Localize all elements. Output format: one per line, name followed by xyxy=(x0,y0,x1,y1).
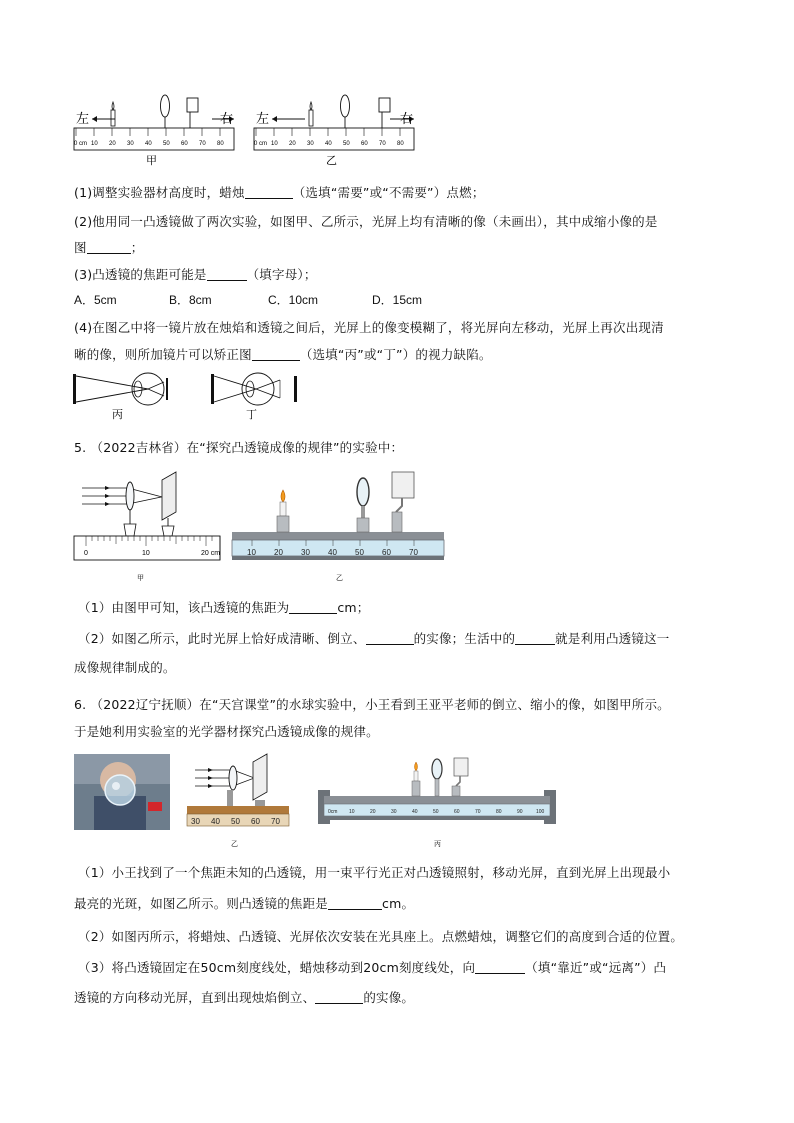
tick-label: 40 xyxy=(328,548,337,557)
right-label: 右 xyxy=(220,111,234,126)
left-label: 左 xyxy=(256,111,270,126)
tick-label: 0 cm xyxy=(254,141,268,147)
q6-title-cont: 于是她利用实验室的光学器材探究凸透镜成像的规律。 xyxy=(74,724,379,739)
tick-label: 70 xyxy=(409,548,418,557)
tick-label: 60 xyxy=(454,809,460,815)
left-label: 左 xyxy=(76,111,90,126)
q6-sub3-cont xyxy=(74,988,414,1006)
q4-p4-text-b: 晰的像，则所加镜片可以矫正图 xyxy=(74,347,252,362)
tick-label: 30 xyxy=(127,141,134,147)
q4-p1-text-b: （选填“需要”或“不需要”）点燃； xyxy=(292,185,485,200)
answer-blank[interactable] xyxy=(328,897,382,910)
q5-title: 5. （2022吉林省）在“探究凸透镜成像的规律”的实验中： xyxy=(74,440,404,455)
answer-blank[interactable] xyxy=(475,961,525,974)
answer-blank[interactable] xyxy=(315,991,363,1004)
q5-s2-text-c: 就是利用凸透镜这一 xyxy=(555,631,670,646)
tick-label: 50 xyxy=(433,809,439,815)
q5-sub2-cont: 成像规律制成的。 xyxy=(74,660,176,675)
tick-label: 20 cm xyxy=(201,550,221,557)
eye-diagram-ding xyxy=(211,373,297,405)
answer-blank[interactable] xyxy=(245,186,293,199)
caption-jia: 甲 xyxy=(146,155,157,167)
tick-label: 40 xyxy=(211,817,220,826)
q6-s1-text-b: 最亮的光斑，如图乙所示。则凸透镜的焦距是 xyxy=(74,896,329,911)
q4-p3-text: (3)凸透镜的焦距可能是 xyxy=(74,267,207,282)
q4-p4-text-c: （选填“丙”或“丁”）的视力缺陷。 xyxy=(299,347,492,362)
tick-label: 10 xyxy=(247,548,256,557)
tick-label: 0 cm xyxy=(74,141,88,147)
tick-label: 10 xyxy=(271,141,278,147)
q4-part4 xyxy=(74,318,664,336)
ruler-ticks-a xyxy=(76,128,220,136)
option-d[interactable]: D．15cm xyxy=(372,293,423,307)
tick-label: 60 xyxy=(251,817,260,826)
tick-label: 50 xyxy=(163,141,170,147)
q5-sub2 xyxy=(78,629,669,647)
tick-label: 10 xyxy=(349,809,355,815)
q6-sub3 xyxy=(78,958,666,976)
q4-p2-text-b: 图 xyxy=(74,240,87,255)
tick-label: 30 xyxy=(191,817,200,826)
tick-label: 70 xyxy=(475,809,481,815)
answer-blank[interactable] xyxy=(207,268,247,281)
caption-yi: 乙 xyxy=(231,841,238,848)
tick-label: 80 xyxy=(397,141,404,147)
bench-figure-a xyxy=(74,95,234,167)
q6-s3-text-d: 的实像。 xyxy=(363,990,415,1005)
tick-label: 10 xyxy=(91,141,98,147)
tick-label: 50 xyxy=(355,548,364,557)
tick-label: 60 xyxy=(181,141,188,147)
q6-sub1: （1）小王找到了一个焦距未知的凸透镜，用一束平行光正对凸透镜照射，移动光屏，直到光屏上出现最小 xyxy=(78,865,671,880)
caption-yi: 乙 xyxy=(336,575,343,582)
q6-s1-unit: cm。 xyxy=(382,896,415,911)
q4-part3 xyxy=(74,265,317,283)
q6-photo-jia xyxy=(74,754,170,830)
option-b[interactable]: B．8cm xyxy=(169,293,212,307)
tick-label: 20 xyxy=(274,548,283,557)
q5-figure-b xyxy=(232,472,444,582)
tick-label: 50 xyxy=(231,817,240,826)
tick-label: 60 xyxy=(361,141,368,147)
tick-label: 30 xyxy=(307,141,314,147)
tick-label: 0cm xyxy=(328,809,338,815)
q4-part1 xyxy=(74,183,485,201)
right-label: 右 xyxy=(400,111,414,126)
q5-s2-text-b: 的实像；生活中的 xyxy=(413,631,516,646)
answer-blank[interactable] xyxy=(289,601,337,614)
eye-diagram-bing xyxy=(73,373,168,405)
tick-label: 90 xyxy=(517,809,523,815)
tick-label: 20 xyxy=(109,141,116,147)
q6-figure-bing xyxy=(318,758,556,848)
tick-label: 30 xyxy=(391,809,397,815)
q4-part2-cont xyxy=(74,238,143,256)
tick-label: 50 xyxy=(343,141,350,147)
tick-label: 30 xyxy=(301,548,310,557)
caption-ding: 丁 xyxy=(246,409,257,421)
tick-label: 10 xyxy=(142,550,150,557)
answer-blank[interactable] xyxy=(515,632,555,645)
q5-sub1 xyxy=(78,598,370,616)
answer-blank[interactable] xyxy=(87,241,131,254)
q5-s2-text: （2）如图乙所示，此时光屏上恰好成清晰、倒立、 xyxy=(78,631,366,646)
q6-title: 6. （2022辽宁抚顺）在“天宫课堂”的水球实验中，小王看到王亚平老师的倒立、缩小的像，如图甲所示。 xyxy=(74,697,670,712)
q5-s1-unit: cm； xyxy=(337,600,370,615)
q6-s3-text: （3）将凸透镜固定在50cm刻度线处，蜡烛移动到20cm刻度线处，向 xyxy=(78,960,476,975)
answer-blank[interactable] xyxy=(252,348,300,361)
bench-figure-b xyxy=(254,95,414,167)
caption-jia: 甲 xyxy=(137,575,144,582)
tick-label: 70 xyxy=(199,141,206,147)
q4-p4-text: (4)在图乙中将一镜片放在烛焰和透镜之间后，光屏上的像变模糊了，将光屏向左移动，光屏上再次出现清 xyxy=(74,320,664,335)
q4-part4-cont xyxy=(74,345,492,363)
q4-p3-text-b: （填字母）； xyxy=(246,267,317,282)
q4-part2 xyxy=(74,212,658,230)
tick-label: 0 xyxy=(84,550,88,557)
q4-p1-text: (1)调整实验器材高度时，蜡烛 xyxy=(74,185,245,200)
q6-sub1-cont xyxy=(74,894,414,912)
tick-label: 40 xyxy=(412,809,418,815)
caption-yi: 乙 xyxy=(326,155,337,167)
tick-label: 70 xyxy=(379,141,386,147)
q4-p2-text: (2)他用同一凸透镜做了两次实验，如图甲、乙所示，光屏上均有清晰的像（未画出），其中成缩小像的是 xyxy=(74,214,658,229)
caption-bing: 丙 xyxy=(434,841,441,848)
q5-figure-a xyxy=(74,472,220,582)
tick-label: 40 xyxy=(145,141,152,147)
caption-bing: 丙 xyxy=(112,409,123,421)
tick-label: 100 xyxy=(536,809,545,815)
q6-figure-yi xyxy=(187,754,289,848)
tick-label: 20 xyxy=(370,809,376,815)
q5-s1-text: （1）由图甲可知，该凸透镜的焦距为 xyxy=(78,600,290,615)
q6-s3-text-c: 透镜的方向移动光屏，直到出现烛焰倒立、 xyxy=(74,990,316,1005)
q6-s3-text-b: （填“靠近”或“远离”）凸 xyxy=(525,960,667,975)
tick-label: 60 xyxy=(382,548,391,557)
eye-diagrams xyxy=(70,370,310,425)
option-c[interactable]: C．10cm xyxy=(268,293,319,307)
tick-label: 70 xyxy=(271,817,280,826)
answer-blank[interactable] xyxy=(366,632,414,645)
tick-label: 80 xyxy=(217,141,224,147)
q4-p2-text-c: ； xyxy=(130,240,144,255)
q6-figures xyxy=(74,750,564,852)
tick-label: 80 xyxy=(496,809,502,815)
tick-label: 20 xyxy=(289,141,296,147)
tick-label: 40 xyxy=(325,141,332,147)
top-bench-figures xyxy=(70,88,420,168)
option-a[interactable]: A．5cm xyxy=(74,293,117,307)
q5-figures xyxy=(70,462,460,587)
q6-sub2: （2）如图丙所示，将蜡烛、凸透镜、光屏依次安装在光具座上。点燃蜡烛，调整它们的高度到合适的位置。 xyxy=(78,929,684,944)
